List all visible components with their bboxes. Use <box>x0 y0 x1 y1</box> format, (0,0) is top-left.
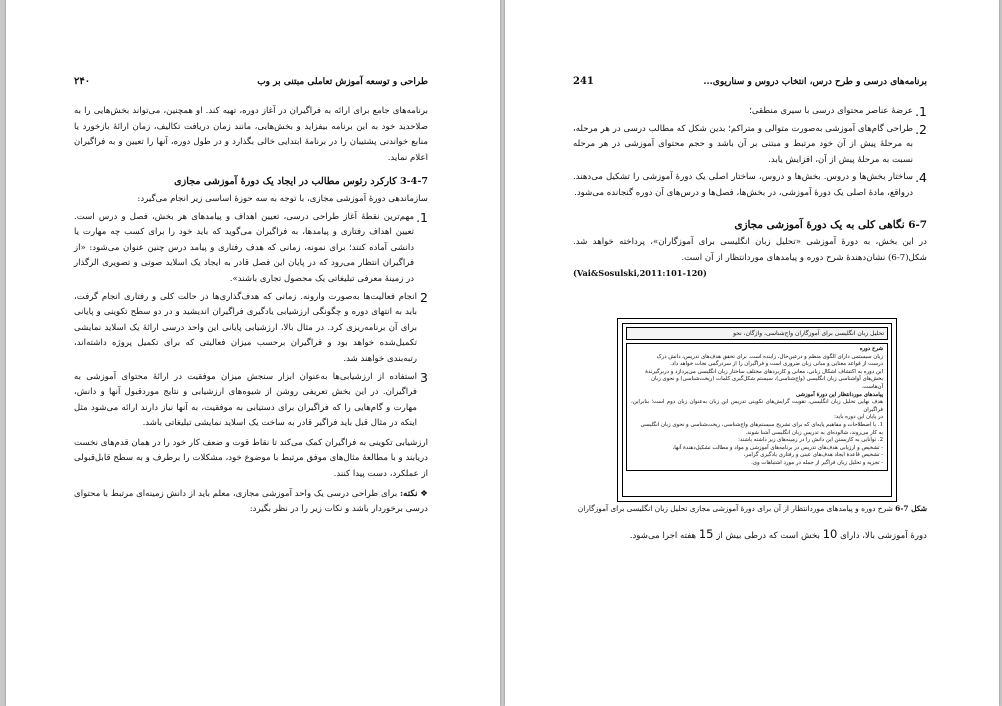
intro-paragraph: برنامه‌های جامع برای ارائه به فراگیران در آغاز دوره، تهیه کند. او همچنین، می‌تواند بخش‌هایی را به صلاحدید خود به این برنامه بیفزاید و بخش‌هایی، مانند زمان دریافت تکالیف، زمان ارائهٔ بازخورد یا منابع خواندنی پشتیبان را در برنامهٔ ابتدایی خالی بگذارد و در طول دوره، آنها را تعیین و به فراگیران اعلام نماید. <box>74 106 428 163</box>
page-header <box>74 76 428 87</box>
list-item <box>74 370 428 432</box>
figure-line: - تشخیص قاعدهٔ ایجاد هدف‌های عینی و رفتاری یادگیری گرامر، <box>743 452 883 459</box>
page-number: 241 <box>573 76 594 87</box>
page-number: ۲۴۰ <box>74 76 91 87</box>
list-number: 1. <box>416 209 428 225</box>
list-item <box>573 104 927 120</box>
figure-subtitle: شرح دوره <box>859 346 883 352</box>
figure-header: تحلیل زبان انگلیسی برای آموزگاران واج‌شناسی، واژگان، نحو <box>626 327 888 340</box>
right-text-column <box>573 104 927 282</box>
list-item <box>74 290 428 368</box>
figure-line: - تجزیه و تحلیل زبان فراگیر از جمله در مورد اشتباهات وی. <box>751 459 883 466</box>
figure-subtitle: پیامدهای موردانتظار این دورهٔ آموزشی <box>796 391 883 398</box>
list-number: 1. <box>915 104 927 119</box>
section-heading: 3-4-7 کارکرد رئوس مطالب در ایجاد یک دورهٔ آموزشی مجازی <box>174 176 428 188</box>
closing-text: هفته اجرا می‌شود. <box>629 531 697 541</box>
figure-line: درست از قواعد معنایی و مبانی زبان ضروری است و فراگیران را از سردرگمی نجات خواهد داد. <box>670 361 883 368</box>
figure-body <box>626 343 888 471</box>
header-title: طراحی و توسعه آموزش تعاملی مبتنی بر وب <box>257 77 428 87</box>
figure-box <box>617 318 897 502</box>
closing-text: دورهٔ آموزشی بالا، دارای <box>840 531 927 541</box>
figure-line: زبان سیستمی دارای الگوی منظم و درعین‌حال، زاینده است. برای تحقق هدف‌های تدریس، دانش درک <box>656 353 883 360</box>
list-item <box>573 170 927 201</box>
list-number: 2. <box>915 121 927 137</box>
figure-line: به کار می‌روند، شالوده‌ای به تدریس زبان انگلیسی آشنا شوند. <box>745 429 883 436</box>
list-text: طراحی گام‌های آموزشی به‌صورت متوالی و متراکم؛ بدین شکل که مطالب درسی در هر مرحله، به مرحلهٔ پیش از آن خود مرتبط و مبتنی بر آن باشد و حجم محتوای آموزشی در هر مرحله نسبت به مرحلهٔ پیش از آن، افزایش یابد. <box>573 123 914 165</box>
right-page <box>505 0 999 706</box>
figure-line: هدف نهایی تحلیل زبان انگلیسی، تقویت گرایش‌های تکوینی تدریس این زبان به‌عنوان زبان دوم است؛ بنابراین، فراگیران <box>631 399 883 413</box>
weeks-count: 15 <box>698 527 714 541</box>
left-page <box>6 0 500 706</box>
list-text: مهم‌ترین نقطهٔ آغاز طراحی درسی، تعیین اهداف و پیامدهای هر بخش، فصل و درس است. تعیین اهداف رفتاری و پیامدها، به فراگیران می‌گوید که باید خود را برای کسب چه مهارت یا دانشی آماده کنند؛ برای نمونه، زمانی که هدف رفتاری و پیامد درس چنین عنوان می‌شود: «از فراگیران انتظار می‌رود که در پایان این فصل قادر به ایجاد یک اسلاید صوتی و تصویری الرگذار در زمینهٔ معرفی تبلیغاتی یک محصول تجاری باشند». <box>74 211 415 284</box>
citation: (Vai&Sosulski,2011:101-120) <box>573 268 707 279</box>
figure-line: 2. توانایی به کاربستن این دانش را در زمینه‌های زیر داشته باشند: <box>738 437 883 444</box>
lead-paragraph: سازماندهی دورهٔ آموزشی مجازی، با توجه به سه حوزهٔ اساسی زیر انجام می‌گیرد: <box>137 193 428 204</box>
figure-line: - تشخیص و ارزیابی هدف‌های تدریس در برنامه‌های آموزشی و مواد و مطالب تشکیل‌دهندهٔ آنها، <box>672 444 883 451</box>
section-heading: 6-7 نگاهی کلی به یک دورهٔ آموزشی مجازی <box>734 218 927 231</box>
list-number: 3 <box>420 369 428 385</box>
list-number: 2 <box>420 289 428 305</box>
page-header <box>573 76 927 87</box>
caption-text: شرح دوره و پیامدهای موردانتظار از آن برای دورهٔ آموزشی مجازی تحلیل زبان انگلیسی برای آموزگاران <box>577 504 893 513</box>
list-item <box>74 210 428 288</box>
figure-inner <box>622 323 892 497</box>
bullet-icon: ❖ <box>417 488 429 499</box>
list-text: عرضهٔ عناصر محتوای درسی با سیری منطقی؛ <box>749 106 914 116</box>
note-paragraph <box>74 487 428 518</box>
note-label: نکته: <box>400 488 418 499</box>
sections-count: 10 <box>822 527 838 541</box>
left-text-column <box>74 104 428 522</box>
figure-line: بخش‌های آواشناسی زبان انگلیسی (واج‌شناسی)، سیستم شکل‌گیری کلمات (ریخت‌شناسی) و نحوی زبان <box>651 376 883 383</box>
closing-text: بخش است که درطی بیش از <box>716 531 820 541</box>
figure-line: آن‌هاست. <box>861 383 883 390</box>
list-number: 4. <box>915 170 927 186</box>
list-text: انجام فعالیت‌ها به‌صورت وارونه. زمانی که هدف‌گذاری‌ها در حالت کلی و رفتاری انجام گرفت، باید به انتهای دوره و چگونگی ارزشیابی یادگیری فراگیران اندیشید و در دو سطح تکوینی و پایانی برای آن برنامه‌ریزی کرد. در مثال بالا، ارزشیابی پایانی این واحد درسی ارائهٔ یک اسلاید نمایشی تکمیل‌شده خواهد بود و فراگیران برحسب میزان فعالیتی که برای تکمیل پروژه داشته‌اند، رتبه‌بندی خواهند شد. <box>74 291 417 364</box>
figure-line: در پایان این دوره باید: <box>834 414 883 421</box>
section-paragraph: در این بخش، به دورهٔ آموزشی «تحلیل زبان انگلیسی برای آموزگاران»، پرداخته خواهد شد. شکل(7-6) نشان‌دهندهٔ شرح دوره و پیامدهای موردانتظار از آن است. <box>573 237 927 263</box>
header-title: برنامه‌های درسی و طرح درس، انتخاب دروس و سناریوی... <box>703 77 927 87</box>
figure-line: 1. با اصطلاحات و مفاهیم پایه‌ای که برای تشریح سیستم‌های واج‌شناسی، ریخت‌شناسی و نحوی زبان انگلیسی <box>640 421 883 428</box>
list-item <box>573 122 927 169</box>
figure-line: این دوره به اکتشاف اشکال زبانی، معانی و کاربردهای مختلف ساختار زبان انگلیسی می‌پردازد و دربرگیرندهٔ <box>645 368 883 375</box>
figure-caption <box>573 504 927 513</box>
closing-paragraph <box>573 527 927 541</box>
formative-paragraph: ارزشیابی تکوینی به فراگیران کمک می‌کند تا نقاط قوت و ضعف کار خود را در همان قدم‌های نخست دریابند و با مطالعهٔ مثال‌های موفق مرتبط با موضوع خود، مشکلات را برطرف و به سطح قابل‌قبولی از عملکرد، دست پیدا کنند. <box>74 437 428 480</box>
caption-label: شکل 7-6 <box>895 504 927 513</box>
list-text: ساختار بخش‌ها و دروس. بخش‌ها و دروس، ساختار اصلی یک دورهٔ آموزشی را تشکیل می‌دهند. درواقع، مادهٔ اصلی یک دورهٔ آموزشی، در بخش‌ها، فصل‌ها و درس‌های آن دوره گنجانده می‌شود. <box>573 172 914 198</box>
list-text: استفاده از ارزشیابی‌ها به‌عنوان ابزار سنجش میزان موفقیت در ارائهٔ محتوای آموزشی به فراگیران. در این بخش تعریفی روشن از شیوه‌های ارزشیابی و نتایج موردقبول آنها و دانش، مهارت و گام‌هایی را که فراگیران برای دستیابی به موفقیت، به آنها نیاز دارند ارائه می‌شود مثل اینکه در مثال قبل باید فراگیر قادر به ساخت یک اسلاید نمایشی تبلیغاتی باشد. <box>74 371 417 429</box>
note-text: برای طراحی درسی یک واحد آموزشی مجازی، معلم باید از دانش زمینه‌ای مرتبط با محتوای درسی برخوردار باشد و نکات زیر را در نظر بگیرد: <box>74 488 428 515</box>
